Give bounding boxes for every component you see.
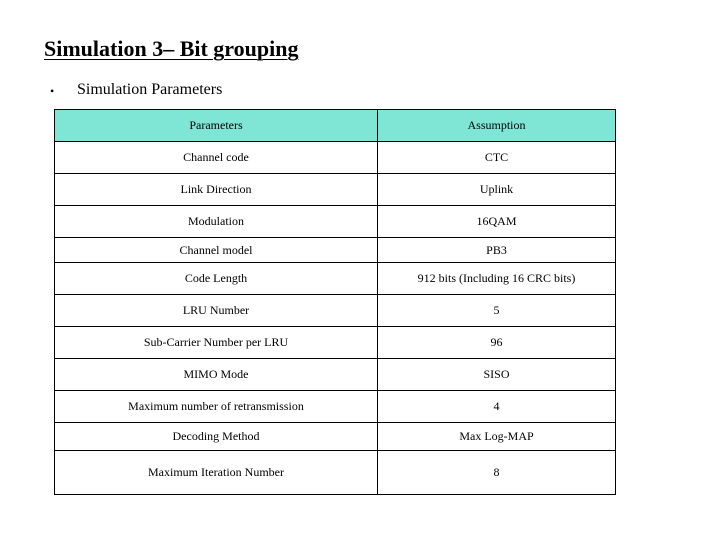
bullet-dot-icon: • xyxy=(50,84,55,98)
assumption-cell: 96 xyxy=(378,327,616,359)
parameter-cell: Decoding Method xyxy=(55,423,378,451)
table-row xyxy=(55,327,616,359)
parameter-cell: Code Length xyxy=(55,263,378,295)
table-row xyxy=(55,295,616,327)
assumption-cell: 16QAM xyxy=(378,206,616,238)
table-row xyxy=(55,142,616,174)
table-row xyxy=(55,359,616,391)
assumption-cell: PB3 xyxy=(378,238,616,263)
column-header-parameters: Parameters xyxy=(55,110,378,142)
parameter-cell: Link Direction xyxy=(55,174,378,206)
assumption-cell: CTC xyxy=(378,142,616,174)
parameters-table xyxy=(54,109,616,495)
assumption-cell: SISO xyxy=(378,359,616,391)
table-row xyxy=(55,238,616,263)
assumption-cell: 5 xyxy=(378,295,616,327)
bullet-text: Simulation Parameters xyxy=(77,81,223,98)
parameter-cell: Channel model xyxy=(55,238,378,263)
assumption-cell: Uplink xyxy=(378,174,616,206)
parameter-cell: Modulation xyxy=(55,206,378,238)
assumption-cell: 4 xyxy=(378,391,616,423)
parameter-cell: Channel code xyxy=(55,142,378,174)
parameter-cell: Maximum Iteration Number xyxy=(55,451,378,495)
table-row xyxy=(55,263,616,295)
parameter-cell: Maximum number of retransmission xyxy=(55,391,378,423)
assumption-cell: 912 bits (Including 16 CRC bits) xyxy=(378,263,616,295)
assumption-cell: Max Log-MAP xyxy=(378,423,616,451)
parameter-cell: MIMO Mode xyxy=(55,359,378,391)
table-row xyxy=(55,423,616,451)
parameter-cell: Sub-Carrier Number per LRU xyxy=(55,327,378,359)
table-row xyxy=(55,391,616,423)
table-row xyxy=(55,174,616,206)
parameter-cell: LRU Number xyxy=(55,295,378,327)
table-row xyxy=(55,451,616,495)
assumption-cell: 8 xyxy=(378,451,616,495)
slide-title: Simulation 3– Bit grouping xyxy=(44,36,299,61)
table-row xyxy=(55,206,616,238)
column-header-assumption: Assumption xyxy=(378,110,616,142)
table-header-row xyxy=(55,110,616,142)
